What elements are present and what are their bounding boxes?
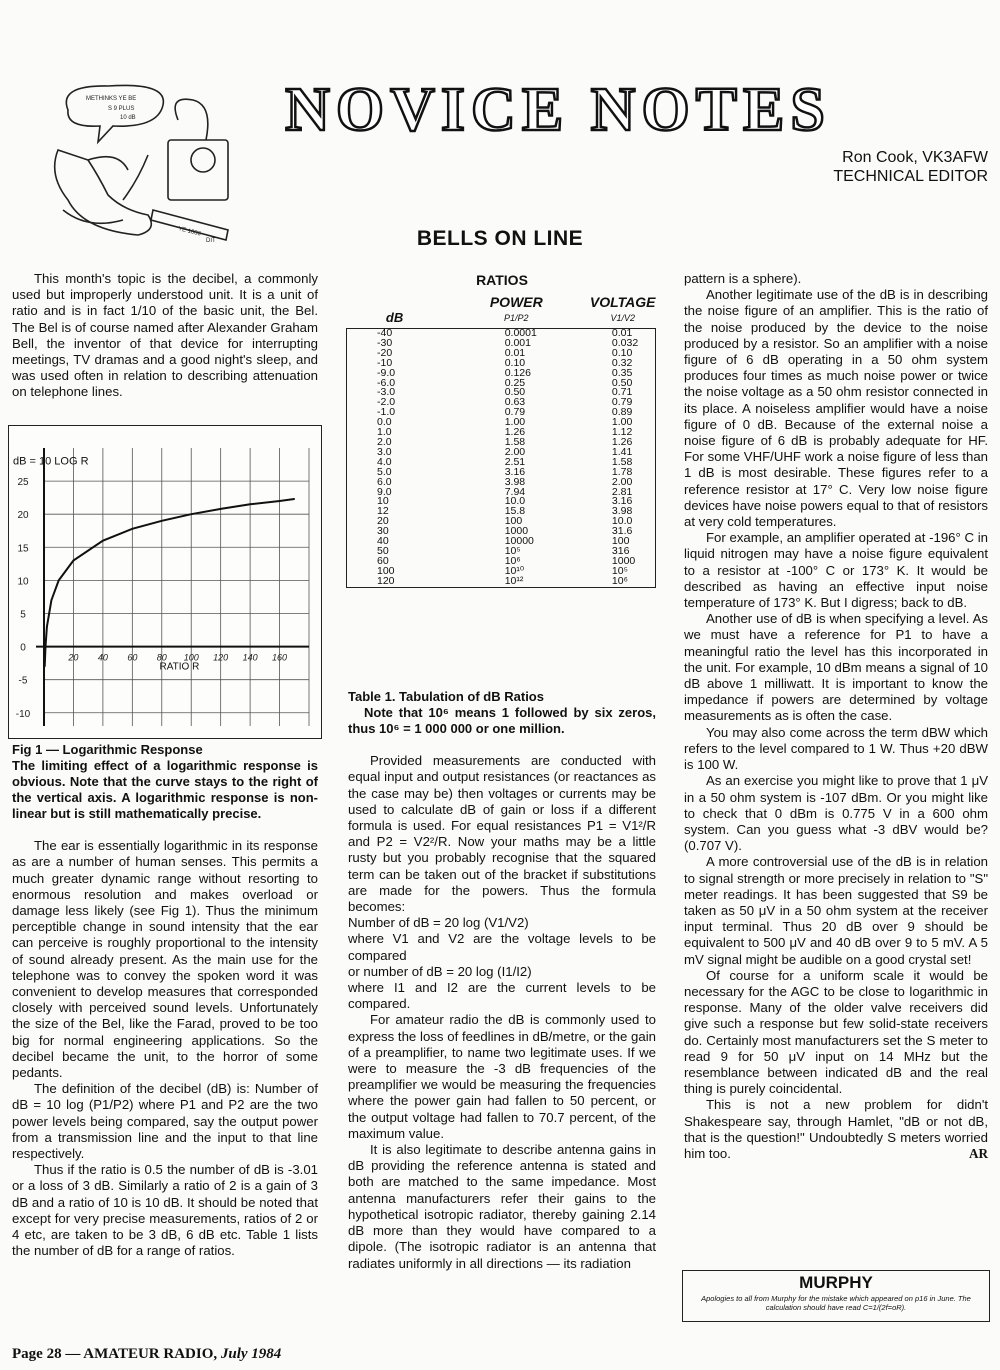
voltage-cell: 3.98	[611, 505, 633, 518]
y-tick-label: 5	[20, 609, 26, 621]
y-tick-label: -5	[18, 675, 28, 687]
end-mark: AR	[968, 1145, 988, 1161]
paragraph-amateur: For amateur radio the dB is commonly used to express the loss of feedlines in dB/metre, or the gain of a preamplifier, to name two legitimate uses. If we were to measure the -3 dB frequencies of the preamplifier we would be measuring the frequencies where the power gain had fallen to 50 percent, or the output voltage had fallen to 70.7 percent, of the maximum value.	[348, 1012, 656, 1141]
table-row	[347, 547, 656, 557]
db-cell: 2.0	[377, 435, 392, 448]
table-row	[347, 537, 656, 547]
x-tick-label: 60	[127, 652, 138, 663]
power-cell: 1000	[504, 525, 529, 538]
col-voltage-header: VOLTAGE	[589, 294, 656, 310]
paragraph-resistances: Provided measurements are conducted with equal input and output resistances (or reactances as the case may be) then voltages or currents may be used to calculate dB of gain or loss if a different formula is used. For equal resistances P1 = V1²/R and P2 = V2²/R. Now your maths may be a little rusty but you probably recognise that the squared term can be taken out of the bracket if substitutions are made for the powers. Thus the formula becomes:	[348, 753, 656, 915]
voltage-cell: 1.12	[611, 426, 633, 439]
y-axis-label: dB = 10 LOG R	[13, 455, 89, 468]
x-tick-label: 100	[183, 652, 199, 663]
paragraph-dbw: You may also come across the term dBW which refers to the level compared to 1 W. Thus +20 dBW is 100 W.	[684, 724, 988, 773]
db-cell: 6.0	[377, 475, 392, 488]
article-headline: BELLS ON LINE	[416, 227, 584, 250]
cartoon-tape-text: YE 1006	[177, 226, 202, 238]
voltage-cell: 31.6	[611, 525, 633, 538]
fig-caption-body: The limiting effect of a logarithmic response is obvious. Note that the curve stays to the right of the vertical axis. A logarithmic response is non-linear but is still mathematically precise.	[12, 758, 318, 822]
power-cell: 2.51	[504, 455, 526, 468]
power-cell: 100	[504, 515, 523, 528]
table-row	[347, 448, 656, 458]
data-point	[73, 560, 75, 562]
power-cell: 0.50	[504, 386, 526, 399]
data-point	[44, 666, 46, 668]
power-cell: 0.01	[504, 346, 526, 359]
paragraph-smeter: A more controversial use of the dB is in relation to signal strength or more precisely in relation to "S" meter readings. It has been suggested that S9 be taken as 50 μV in a 50 ohm system at the receiver input terminal. Thus 20 dB over 9 should be equivalent to 500 μV and 40 dB over 9 to 5 mV. A 5 mV signal might be audible on a good crystal set!	[684, 854, 988, 967]
power-cell: 0.001	[504, 336, 531, 349]
db-cell: 100	[377, 564, 395, 577]
ratios-table	[346, 294, 656, 588]
voltage-cell: 0.32	[611, 356, 633, 369]
data-point	[45, 646, 47, 648]
power-cell: 0.79	[504, 406, 526, 419]
paragraph-ratio: Thus if the ratio is 0.5 the number of dB is -3.01 or a loss of 3 dB. Similarly a ratio of 2 is a gain of 3 dB and a ratio of 10 is 10 dB. It should be noted that except for very precise measurements, ratios of 2 or 4 etc, are taken to be 3 dB, 6 dB etc. Table 1 lists the number of dB for a range of ratios.	[12, 1162, 318, 1259]
db-cell: -3.0	[377, 386, 396, 399]
column-1-bottom	[12, 742, 318, 1259]
bubble-line-1: METHINKS YE BE	[86, 96, 137, 102]
bubble-line-2: S 9 PLUS	[108, 106, 135, 112]
db-cell: -1.0	[377, 406, 396, 419]
power-cell: 0.63	[504, 396, 526, 409]
cartoon-illustration	[28, 80, 278, 250]
y-tick-label: 20	[17, 510, 29, 522]
paragraph-noise: Another legitimate use of the dB is in describing the noise figure of an amplifier. This is the ratio of the noise produced by the device to the noise produced by a resistor. So an amplifier with a noise figure of 6 dB operating in a 50 ohm system produces four times as much noise power or twice the noise voltage as a 50 ohm resistor connected in its place. A noiseless amplifier would have a noise figure of 0 dB. Because of the external noise a noise figure of 6 dB is probably adequate for HF. For some VHF/UHF work a noise figure of less than 1 dB is most desirable. These figures refer to a reference resistor at 17° C. Very low noise figure devices have noise powers equal to that of resistors at very cold temperatures.	[684, 287, 988, 530]
voltage-cell: 1.58	[611, 455, 633, 468]
murphy-body: Apologies to all from Murphy for the mistake which appeared on p16 in June. The calculation should have read C=1/(2f=oR).	[701, 1294, 971, 1312]
col-db-header: dB	[347, 310, 443, 329]
ratios-table-body	[347, 329, 656, 588]
page-footer	[12, 1346, 281, 1363]
y-tick-label: 0	[20, 642, 26, 654]
column-1-top	[12, 271, 318, 401]
power-cell: 10⁶	[504, 554, 521, 567]
power-cell: 0.126	[504, 366, 531, 379]
table-row	[347, 488, 656, 498]
table-heading: RATIOS	[476, 272, 528, 288]
fig-caption-title: Fig 1 — Logarithmic Response	[12, 742, 203, 757]
power-cell: 0.10	[504, 356, 526, 369]
table-row	[347, 517, 656, 527]
db-cell: -10	[377, 356, 393, 369]
paragraph-agc: Of course for a uniform scale it would be necessary for the AGC to be close to logarithmic in response. Many of the older valve receivers did give such a response but few solid-state receivers do. Certainly most manufacturers set the S meter to read 9 for 50 μV input on 14 MHz but the resemblance between indicated dB and the real thing is purely coincidental.	[684, 967, 988, 1097]
voltage-cell: 0.01	[611, 327, 633, 339]
voltage-cell: 0.032	[611, 336, 639, 349]
table-row	[347, 428, 656, 438]
db-cell: 1.0	[377, 426, 392, 439]
intro-paragraph: This month's topic is the decibel, a commonly used but improperly understood unit. It is a unit of ratio and is in fact 1/10 of the basic unit, the Bel. The Bel is of course named after Alexander Graham Bell, the inventor of that device for interrupting meetings, TV dramas and a good night's sleep, and was used often in relation to describing attenuation on telephone lines.	[12, 271, 318, 400]
author-name: Ron Cook, VK3AFW	[842, 149, 988, 166]
author-role: TECHNICAL EDITOR	[833, 168, 988, 185]
db-cell: 30	[377, 525, 389, 538]
db-cell: -20	[377, 346, 393, 359]
x-tick-label: 160	[272, 652, 288, 663]
paragraph-shakespeare	[684, 1097, 988, 1162]
db-cell: 9.0	[377, 485, 392, 498]
db-cell: -30	[377, 336, 393, 349]
x-axis-label: RATIO R	[159, 661, 200, 673]
power-cell: 10¹²	[504, 574, 524, 587]
paragraph-antenna: It is also legitimate to describe antenna gains in dB providing the reference antenna is stated and both are matched to the same impedance. Most antenna manufacturers refer their gains to the hypothetical isotropic radiator, thereby gaining 2.14 dB more than they would have compared to a dipole. (The isotropic radiator is an antenna that radiates uniformly in all directions — its radiation	[348, 1142, 656, 1271]
table-caption-title: Table 1. Tabulation of dB Ratios	[348, 689, 544, 704]
data-point	[293, 498, 295, 500]
voltage-cell: 1.41	[611, 445, 633, 458]
paragraph-exercise: As an exercise you might like to prove that 1 μV in a 50 ohm system is -107 dBm. Or you might like to check that 0 dBm is 0.775 V in a 600 ohm system. Can you guess what -3 dBV would be? (0.707 V).	[684, 773, 988, 854]
y-tick-label: 10	[17, 576, 29, 588]
y-tick-label: 25	[17, 477, 29, 489]
figure-1	[8, 425, 322, 739]
masthead-title-text: NOVICE NOTES	[285, 76, 831, 142]
db-cell: 4.0	[377, 455, 392, 468]
db-cell: 40	[377, 535, 389, 548]
data-point	[132, 528, 134, 530]
x-tick-label: 40	[97, 652, 108, 663]
voltage-cell: 100	[611, 535, 630, 548]
table-row	[347, 418, 656, 428]
data-point	[51, 599, 53, 601]
db-cell: 20	[377, 515, 389, 528]
table-row	[347, 497, 656, 507]
table-row	[347, 478, 656, 488]
voltage-cell: 2.81	[611, 485, 633, 498]
murphy-title: MURPHY	[799, 1273, 873, 1292]
db-cell: 3.0	[377, 445, 392, 458]
footer-page: Page 28 —	[12, 1346, 84, 1362]
power-cell: 7.94	[504, 485, 526, 498]
masthead-title	[278, 70, 838, 142]
table-row	[347, 468, 656, 478]
y-tick-label: 15	[17, 543, 29, 555]
data-point	[46, 626, 48, 628]
voltage-cell: 0.71	[611, 386, 633, 399]
db-cell: 60	[377, 554, 389, 567]
column-2	[348, 689, 656, 1272]
db-cell: 120	[377, 574, 395, 587]
ratios-table-block	[346, 272, 658, 588]
table-row	[347, 339, 656, 349]
footer-issue: July 1984	[220, 1346, 282, 1362]
bubble-line-3: 10 dB	[120, 115, 136, 121]
voltage-cell: 3.16	[611, 495, 633, 508]
voltage-cell: 0.89	[611, 406, 633, 419]
power-cell: 10.0	[504, 495, 526, 508]
x-tick-label: 120	[213, 652, 229, 663]
voltage-cell: 10⁶	[611, 574, 628, 587]
db-cell: -40	[377, 327, 393, 339]
shakespeare-text: This is not a new problem for didn't Shakespeare say, through Hamlet, "dB or not dB, that is the question!" Undoubtedly S meters worried him too.	[684, 1097, 988, 1161]
table-row	[347, 329, 656, 339]
paragraph-level: Another use of dB is when specifying a level. As we must have a reference for P1 to have a meaningful ratio the level has this incorporated in the unit. For example, 10 dBm means a signal of 10 dB above 1 milliwatt. It is important to know the impedance if powers are determined by voltage measurements as is often the case.	[684, 611, 988, 724]
voltage-cell: 10⁵	[611, 564, 628, 577]
db-cell: 5.0	[377, 465, 392, 478]
power-cell: 10¹⁰	[504, 564, 525, 577]
response-curve	[45, 499, 295, 666]
data-point	[220, 508, 222, 510]
voltage-cell: 10.0	[611, 515, 633, 528]
voltage-cell: 0.79	[611, 396, 633, 409]
formula-voltage-note: where V1 and V2 are the voltage levels to be compared	[348, 931, 656, 963]
voltage-cell: 1.78	[611, 465, 633, 478]
db-cell: -2.0	[377, 396, 396, 409]
col-power-sub: P1/P2	[443, 310, 590, 329]
data-point	[161, 520, 163, 522]
table-row	[347, 527, 656, 537]
byline	[833, 148, 988, 186]
db-cell: -9.0	[377, 366, 396, 379]
power-cell: 15.8	[504, 505, 526, 518]
power-cell: 0.0001	[504, 327, 537, 339]
table-row	[347, 408, 656, 418]
column-3	[684, 271, 988, 1162]
db-cell: 10	[377, 495, 389, 508]
x-tick-label: 20	[68, 652, 79, 663]
voltage-cell: 1.26	[611, 435, 633, 448]
power-cell: 0.25	[504, 376, 526, 389]
col-voltage-sub: V1/V2	[590, 310, 656, 329]
power-cell: 3.16	[504, 465, 526, 478]
paragraph-definition: The definition of the decibel (dB) is: Number of dB = 10 log (P1/P2) where P1 and P2 are the two power levels being compared, say the output power from a transmission line and the input to that line respectively.	[12, 1081, 318, 1162]
voltage-cell: 0.10	[611, 346, 633, 359]
murphy-box	[682, 1270, 990, 1322]
voltage-cell: 0.50	[611, 376, 633, 389]
paragraph-sphere: pattern is a sphere).	[684, 271, 802, 286]
data-point	[102, 540, 104, 542]
db-cell: 50	[377, 544, 389, 557]
db-cell: -6.0	[377, 376, 396, 389]
table-row	[347, 438, 656, 448]
data-point	[279, 500, 281, 502]
footer-magazine: AMATEUR RADIO,	[83, 1346, 218, 1362]
data-point	[190, 513, 192, 515]
formula-current-note: where I1 and I2 are the current levels to be compared.	[348, 980, 656, 1012]
x-tick-label: 80	[156, 652, 167, 663]
table-row	[347, 458, 656, 468]
db-cell: 12	[377, 505, 389, 518]
paragraph-example: For example, an amplifier operated at -196° C in liquid nitrogen may have a noise figure equivalent to a resistor at -100° C or 173° K. It would be described as having an effective input noise temperature of 173° K. But I digress; back to dB.	[684, 530, 988, 611]
voltage-cell: 0.35	[611, 366, 633, 379]
voltage-cell: 1000	[611, 554, 636, 567]
voltage-cell: 2.00	[611, 475, 633, 488]
data-point	[249, 503, 251, 505]
power-cell: 10⁵	[504, 544, 521, 557]
fig1-chart	[9, 426, 321, 738]
formula-voltage: Number of dB = 20 log (V1/V2)	[348, 915, 529, 931]
power-cell: 1.26	[504, 426, 526, 439]
table-caption-note: Note that 10⁶ means 1 followed by six zeros, thus 10⁶ = 1 000 000 or one million.	[348, 705, 656, 737]
power-cell: 1.58	[504, 435, 526, 448]
db-cell: 0.0	[377, 416, 392, 429]
formula-current: or number of dB = 20 log (I1/I2)	[348, 963, 532, 979]
power-cell: 3.98	[504, 475, 526, 488]
table-row	[347, 507, 656, 517]
paragraph-ear: The ear is essentially logarithmic in its response as are a number of human senses. This permits a much greater dynamic range without resorting to enormous resolution and makes overload or damage less likely (see Fig 1). Thus the minimum perceptible change in sound intensity that the ear can perceive is roughly proportional to the intensity of sound already present. As the main use for the telephone was to convey the spoken word it was convenient to develop measures that corresponded closely with perceived sound levels. Unfortunately the size of the Bel, like the Farad, proved to be too big for normal engineering applications. So the decibel became the unit, to the horror of some pedants.	[12, 838, 318, 1081]
y-tick-label: -10	[15, 708, 31, 720]
power-cell: 2.00	[504, 445, 526, 458]
cartoon-signature: DIT	[206, 238, 216, 244]
data-point	[58, 580, 60, 582]
table-row	[347, 349, 656, 359]
x-tick-label: 140	[242, 652, 258, 663]
power-cell: 10000	[504, 535, 534, 548]
col-power-header: POWER	[489, 294, 543, 310]
voltage-cell: 316	[611, 544, 630, 557]
table-row	[347, 577, 656, 587]
voltage-cell: 1.00	[611, 416, 633, 429]
power-cell: 1.00	[504, 416, 526, 429]
